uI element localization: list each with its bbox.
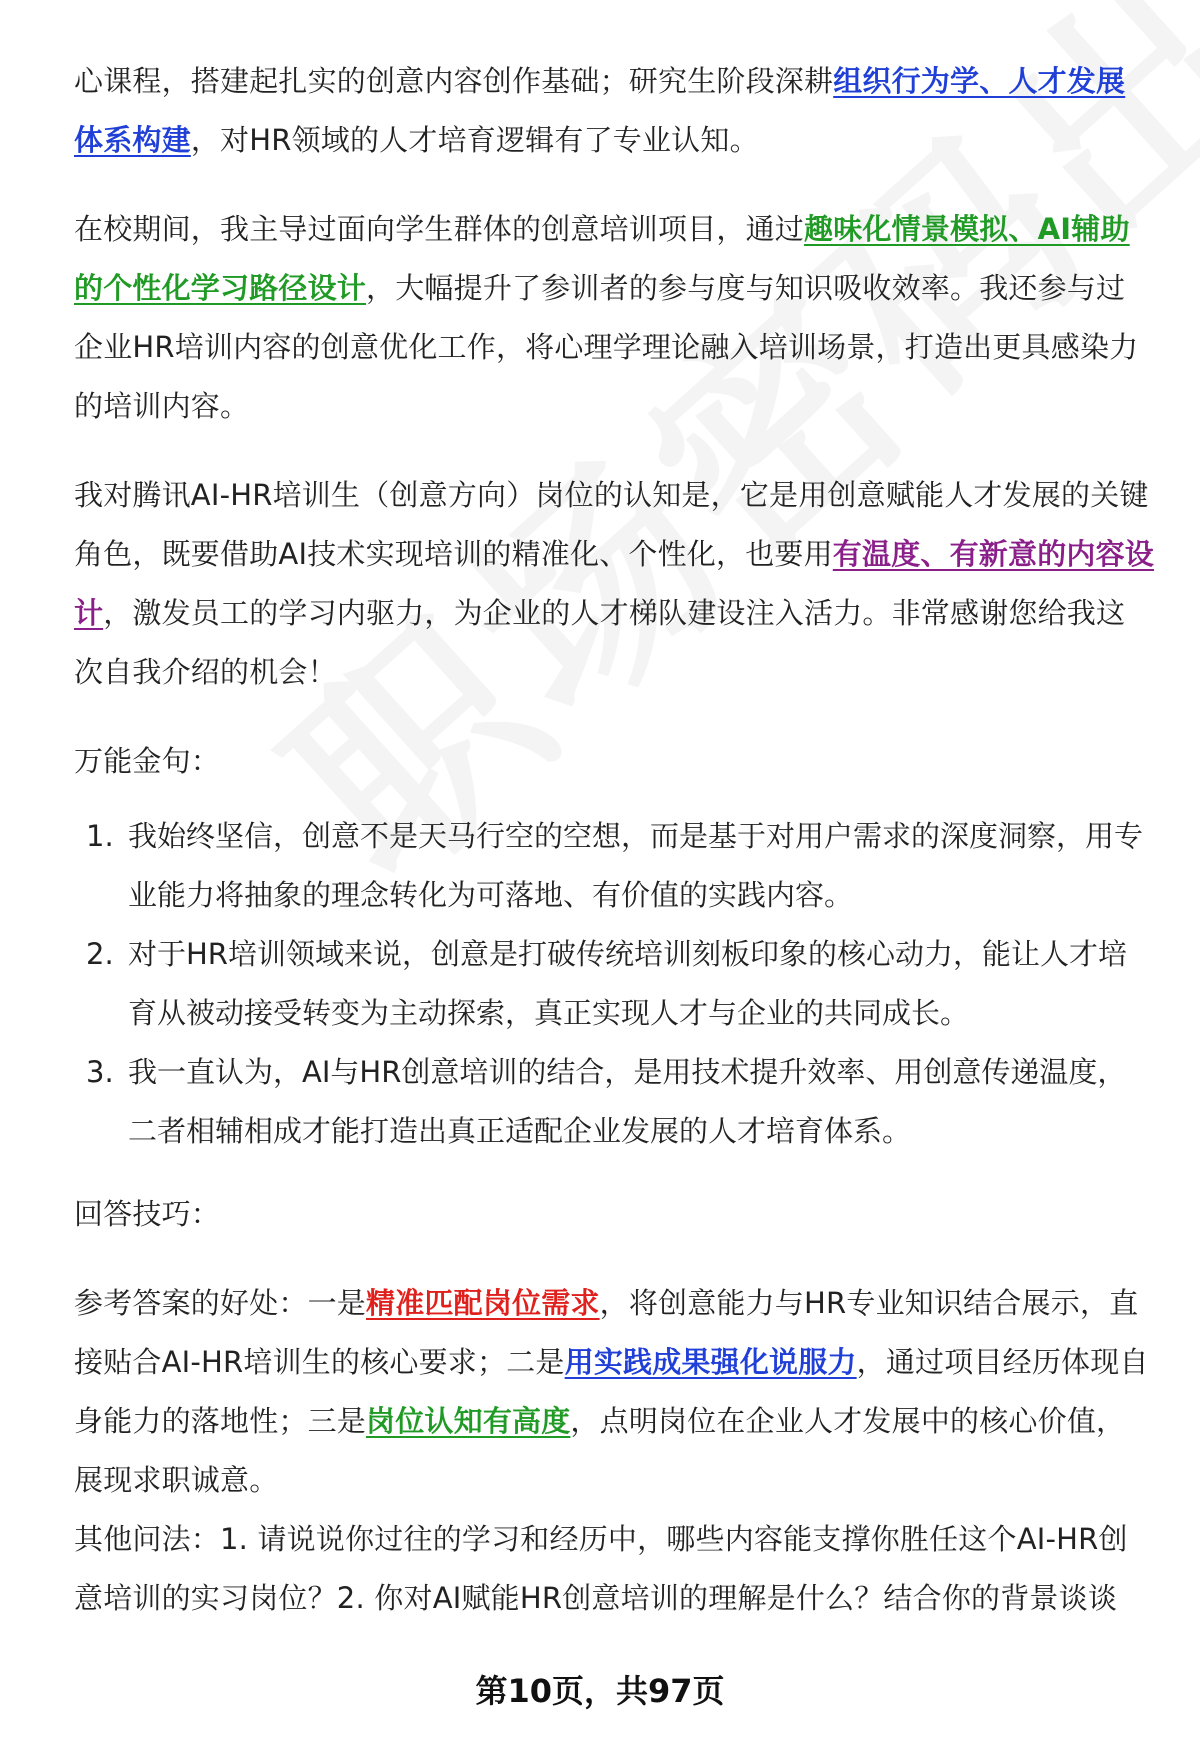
document-page	[74, 52, 1154, 1628]
paragraph-experience	[74, 200, 1154, 436]
paragraph-other-questions: 其他问法：1. 请说说你过往的学习和经历中，哪些内容能支撑你胜任这个AI-HR创意培训的实习岗位？2. 你对AI赋能HR创意培训的理解是什么？结合你的背景谈谈	[74, 1522, 1128, 1615]
list-number: 1.	[86, 819, 114, 853]
list-number: 2.	[86, 937, 114, 971]
golden-sentences-list	[74, 807, 1154, 1161]
golden-sentences-heading: 万能金句：	[74, 744, 221, 778]
text-segment: ，激发员工的学习内驱力，为企业的人才梯队建设注入活力。非常感谢您给我这次自我介绍的机会！	[74, 596, 1126, 689]
list-number: 3.	[86, 1055, 114, 1089]
answer-tips-heading: 回答技巧：	[74, 1197, 221, 1231]
text-segment: 心课程，搭建起扎实的创意内容创作基础；研究生阶段深耕	[74, 64, 834, 98]
text-segment: ，对HR领域的人才培育逻辑有了专业认知。	[190, 123, 759, 157]
text-segment: ，通过项目经历体现自身能力的落地性；三是	[74, 1345, 1149, 1438]
text-segment: 参考答案的好处：一是	[74, 1286, 367, 1320]
highlight-purple: 有温度、有新意的内容设计	[74, 537, 1154, 630]
page-footer: 第10页，共97页	[475, 1672, 725, 1710]
text-segment: ，将创意能力与HR专业知识结合展示，直接贴合AI-HR培训生的核心要求；二是	[74, 1286, 1139, 1379]
paragraph-tips	[74, 1274, 1154, 1510]
list-item	[74, 1043, 1154, 1161]
highlight-blue: 组织行为学、人才发展体系构建	[74, 64, 1126, 157]
list-text: 我一直认为，AI与HR创意培训的结合，是用技术提升效率、用创意传递温度，二者相辅相成才能打造出真正适配企业发展的人才培育体系。	[128, 1055, 1127, 1148]
text-segment: 我对腾讯AI-HR培训生（创意方向）岗位的认知是，它是用创意赋能人才发展的关键角色，既要借助AI技术实现培训的精准化、个性化，也要用	[74, 478, 1149, 571]
highlight-green: 趣味化情景模拟、AI辅助的个性化学习路径设计	[74, 212, 1130, 305]
list-item	[74, 807, 1154, 925]
highlight-red: 精准匹配岗位需求	[366, 1286, 600, 1320]
highlight-green: 岗位认知有高度	[366, 1404, 571, 1438]
text-segment: ，点明岗位在企业人才发展中的核心价值，展现求职诚意。	[74, 1404, 1126, 1497]
paragraph-education	[74, 52, 1154, 170]
list-text: 我始终坚信，创意不是天马行空的空想，而是基于对用户需求的深度洞察，用专业能力将抽象的理念转化为可落地、有价值的实践内容。	[128, 819, 1144, 912]
highlight-blue: 用实践成果强化说服力	[564, 1345, 857, 1379]
paragraph-role-understanding	[74, 466, 1154, 702]
text-segment: 在校期间，我主导过面向学生群体的创意培训项目，通过	[74, 212, 805, 246]
list-item	[74, 925, 1154, 1043]
text-segment: ，大幅提升了参训者的参与度与知识吸收效率。我还参与过企业HR培训内容的创意优化工作，将心理学理论融入培训场景，打造出更具感染力的培训内容。	[74, 271, 1139, 423]
list-text: 对于HR培训领域来说，创意是打破传统培训刻板印象的核心动力，能让人才培育从被动接受转变为主动探索，真正实现人才与企业的共同成长。	[128, 937, 1127, 1030]
